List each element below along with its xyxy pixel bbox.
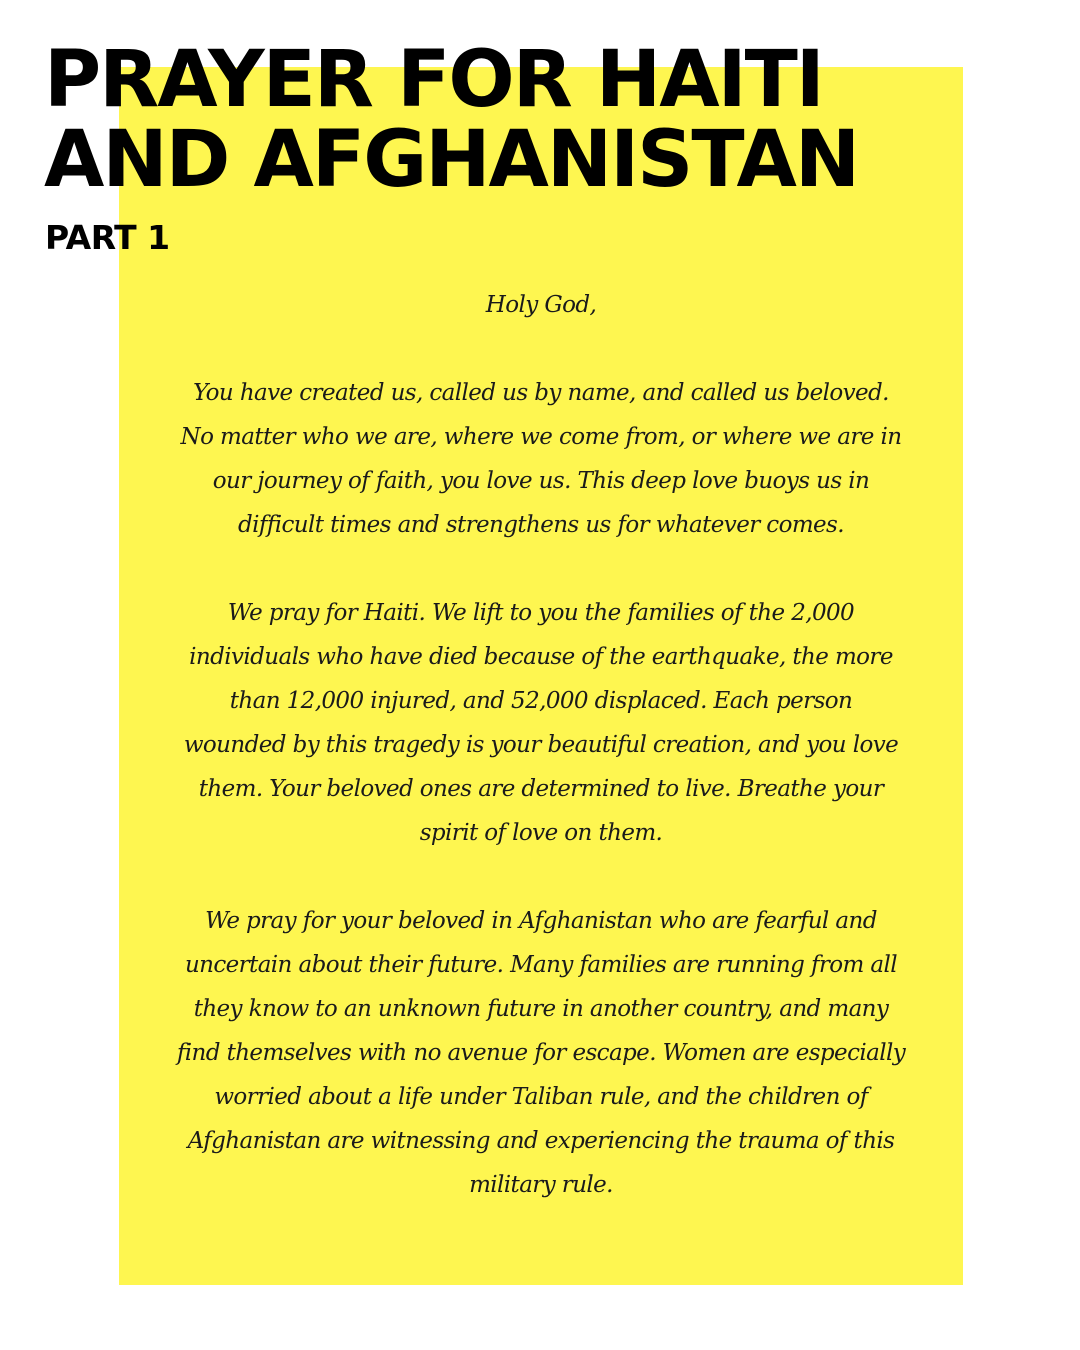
prayer-line: them. Your beloved ones are determined to live. Breathe your xyxy=(198,776,884,802)
paragraph-afghanistan xyxy=(119,899,963,1207)
page-title xyxy=(44,35,859,205)
prayer-line: No matter who we are, where we come from, or where we are in xyxy=(180,424,902,450)
paragraph-gap xyxy=(119,855,963,899)
prayer-line: worried about a life under Taliban rule, and the children of xyxy=(214,1084,868,1110)
title-line-2: AND AFGHANISTAN xyxy=(44,115,859,205)
prayer-line: find themselves with no avenue for escape. Women are especially xyxy=(176,1040,906,1066)
prayer-line: difficult times and strengthens us for whatever comes. xyxy=(238,512,844,538)
prayer-line: We pray for Haiti. We lift to you the families of the 2,000 xyxy=(227,600,855,626)
salutation: Holy God, xyxy=(485,292,597,318)
prayer-line: We pray for your beloved in Afghanistan who are fearful and xyxy=(205,908,877,934)
prayer-line: Afghanistan are witnessing and experiencing the trauma of this xyxy=(187,1128,895,1154)
title-line-1: PRAYER FOR HAITI xyxy=(44,35,823,125)
prayer-line: individuals who have died because of the earthquake, the more xyxy=(189,644,893,670)
prayer-line: our journey of faith, you love us. This deep love buoys us in xyxy=(212,468,870,494)
prayer-line: military rule. xyxy=(469,1172,613,1198)
prayer-line: wounded by this tragedy is your beautiful creation, and you love xyxy=(183,732,899,758)
paragraph-gap xyxy=(119,327,963,371)
paragraph-haiti xyxy=(119,591,963,855)
prayer-line: spirit of love on them. xyxy=(419,820,663,846)
prayer-line: they know to an unknown future in another country, and many xyxy=(193,996,889,1022)
prayer-line: than 12,000 injured, and 52,000 displaced. Each person xyxy=(229,688,853,714)
prayer-line: uncertain about their future. Many families are running from all xyxy=(184,952,898,978)
paragraph-gap xyxy=(119,547,963,591)
prayer-body xyxy=(119,283,963,1207)
part-label: PART 1 xyxy=(45,218,170,257)
prayer-line: You have created us, called us by name, and called us beloved. xyxy=(193,380,889,406)
paragraph-love xyxy=(119,371,963,547)
